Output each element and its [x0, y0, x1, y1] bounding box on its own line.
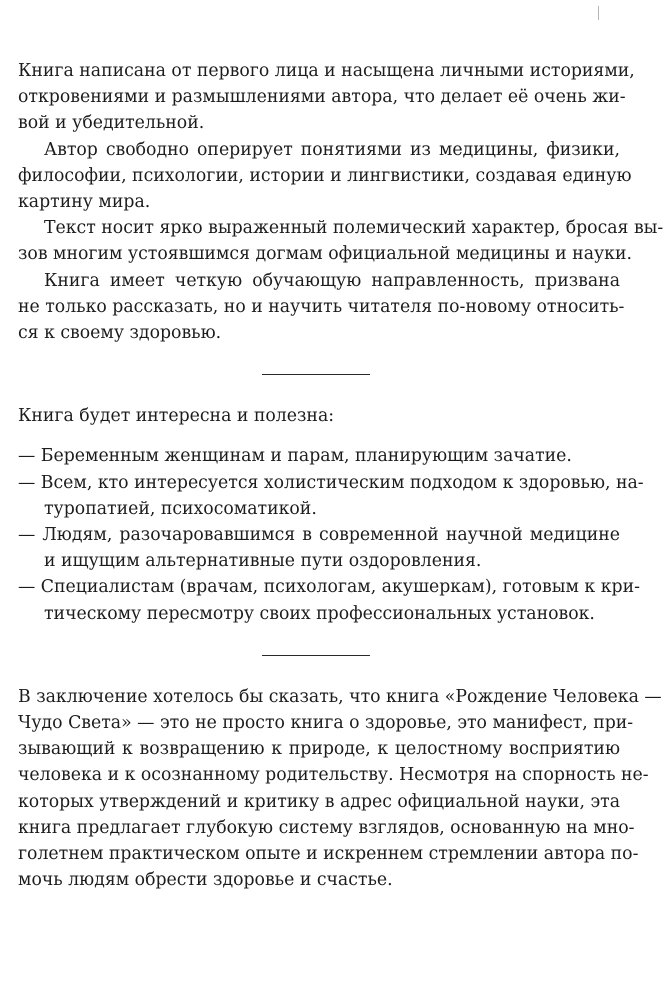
audience-list — [18, 443, 644, 626]
list-item-line: — Специалистам (врачам, психологам, акушеркам), готовым к кри- — [18, 577, 640, 598]
paragraph-educational — [18, 268, 625, 347]
page-corner-mark — [598, 6, 599, 20]
text-line: книга предлагает глубокую систему взглядов, основанную на мно- — [18, 817, 635, 838]
text-line: В заключение хотелось бы сказать, что книга «Рождение Человека — — [18, 686, 662, 707]
text-line: не только рассказать, но и научить читателя по-новому относить- — [18, 296, 625, 317]
list-item — [18, 470, 644, 522]
list-item-line: туропатией, психосоматикой. — [44, 498, 317, 519]
paragraph-first-person — [18, 58, 635, 137]
text-line: Текст носит ярко выраженный полемический характер, бросая вы- — [44, 218, 664, 239]
text-line: ся к своему здоровью. — [18, 323, 222, 344]
dash-marker: — — [18, 525, 36, 546]
text-line: Книга имеет четкую обучающую направленность, призвана — [44, 270, 620, 291]
list-item-line: и ищущим альтернативные пути оздоровления. — [44, 551, 482, 572]
list-item-line: — Всем, кто интересуется холистическим подходом к здоровью, на- — [18, 472, 644, 493]
text-line: голетнем практическом опыте и искреннем стремлении автора по- — [18, 844, 639, 865]
text-line: мочь людям обрести здоровье и счастье. — [18, 870, 393, 891]
text-line: зов многим устоявшимся догмам официальной медицины и науки. — [18, 244, 632, 265]
text-line: которых утверждений и критику в адрес официальной науки, эта — [18, 791, 620, 812]
text-line: откровениями и размышлениями автора, что делает её очень жи- — [18, 87, 626, 108]
dash-marker: — — [18, 577, 36, 598]
paragraph-polemic — [18, 215, 664, 267]
text-line: Автор свободно оперирует понятиями из медицины, физики, — [44, 139, 620, 160]
text-line: человека и к осознанному родительству. Несмотря на спорность не- — [18, 765, 649, 786]
list-item — [18, 522, 620, 574]
dash-marker: — — [18, 472, 36, 493]
paragraph-concepts — [18, 137, 632, 216]
text-line: вой и убедительной. — [18, 113, 205, 134]
list-item — [18, 443, 620, 469]
list-item-line: — Людям, разочаровавшимся в современной научной медицине — [18, 525, 620, 546]
text-line: Книга написана от первого лица и насыщена личными историями, — [18, 61, 635, 81]
list-item-line: тическому пересмотру своих профессиональных установок. — [44, 603, 595, 624]
list-item-line: — Беременным женщинам и парам, планирующим зачатие. — [18, 446, 572, 467]
text-line: Чудо Света» — это не просто книга о здоровье, это манифест, при- — [18, 713, 634, 734]
dash-marker: — — [18, 446, 36, 467]
text-line: зывающий к возвращению к природе, к целостному восприятию — [18, 739, 620, 760]
paragraph-conclusion — [18, 684, 662, 894]
audience-heading: Книга будет интересна и полезна: — [18, 406, 335, 427]
text-line: картину мира. — [18, 192, 151, 213]
text-line: философии, психологии, истории и лингвистики, создавая единую — [18, 165, 632, 186]
list-item — [18, 574, 640, 626]
